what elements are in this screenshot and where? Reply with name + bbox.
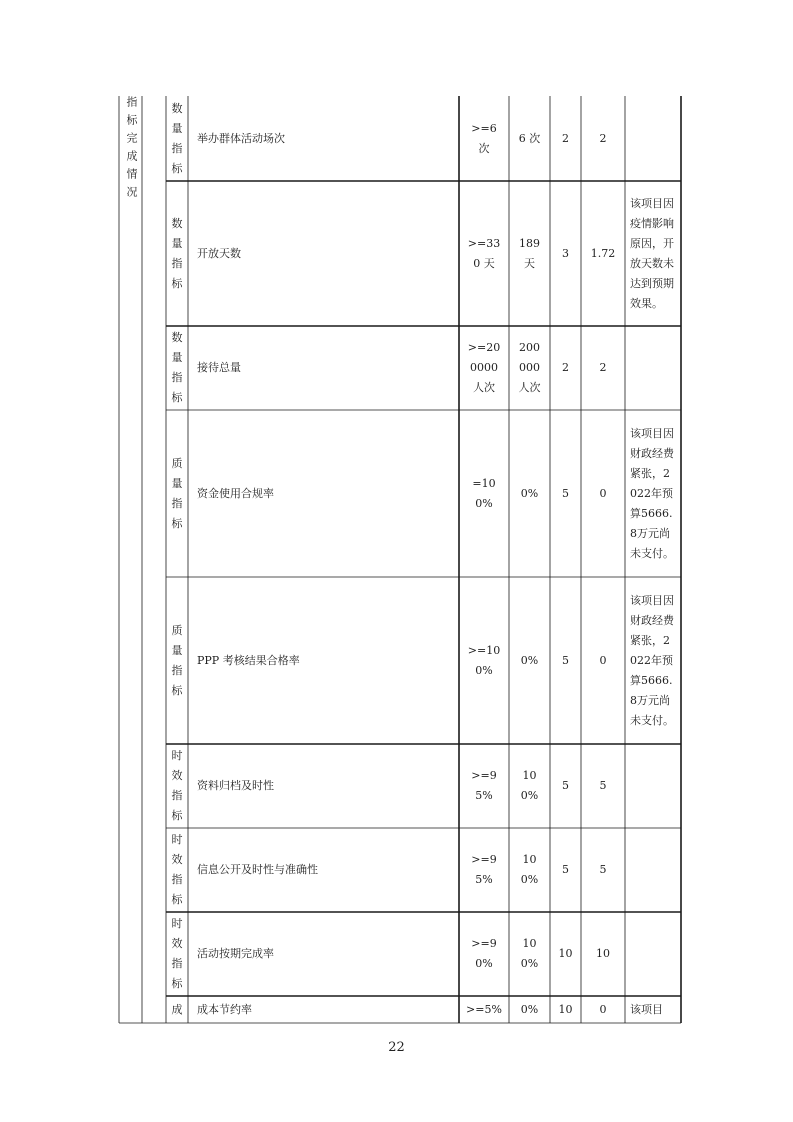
cell-weight: 2 (562, 131, 569, 145)
cell-note: 该项目因财政经费紧张，2022年预算5666.8万元尚未支付。 (630, 593, 674, 727)
cell-weight: 3 (562, 246, 569, 260)
cell-score: 5 (599, 779, 607, 792)
cell-indicator: 举办群体活动场次 (197, 131, 285, 145)
cell-target: >=5% (466, 1002, 502, 1016)
cell-actual: 0% (520, 486, 539, 500)
cell-actual: 100% (520, 937, 539, 970)
cell-weight: 5 (562, 653, 569, 667)
cell-indicator: 成本节约率 (197, 1002, 252, 1016)
section-label (120, 96, 142, 226)
cell-actual: 189 天 (519, 236, 540, 270)
cell-note (626, 326, 680, 410)
cell-target: >=200000人次 (467, 341, 501, 394)
cell-target: >=330 天 (467, 236, 501, 270)
cell-note (626, 96, 680, 181)
cell-weight: 5 (562, 863, 569, 876)
cell-actual: 0% (520, 653, 539, 667)
cell-target: >=90% (471, 937, 497, 970)
cell-target: >=95% (471, 769, 497, 802)
cell-note: 该项目因财政经费紧张，2022年预算5666.8万元尚未支付。 (630, 426, 674, 560)
cell-actual: 0% (520, 1002, 539, 1016)
cell-actual: 200000人次 (518, 341, 541, 394)
cell-note (626, 912, 680, 996)
cell-note: 该项目 (630, 1002, 663, 1016)
cell-indicator: 资金使用合规率 (197, 486, 274, 500)
cell-target: >=6 次 (471, 121, 497, 155)
cell-actual: 100% (520, 769, 539, 802)
cell-note (626, 828, 680, 912)
cell-category: 数 量 指 标 (171, 216, 183, 290)
cell-weight: 10 (558, 1002, 573, 1016)
cell-category: 时 效 指 标 (171, 749, 183, 822)
page-number: 22 (388, 1040, 405, 1055)
cell-indicator: 资料归档及时性 (197, 779, 274, 792)
cell-indicator: PPP 考核结果合格率 (197, 653, 300, 667)
cell-actual: 100% (520, 853, 539, 886)
cell-target: >=100% (467, 643, 501, 677)
cell-category: 质 量 指 标 (171, 456, 183, 530)
cell-category: 时 效 指 标 (171, 833, 183, 906)
cell-score: 0 (599, 1002, 607, 1016)
section-label-text: 指标完成情况 (125, 96, 138, 204)
cell-indicator: 信息公开及时性与准确性 (197, 863, 318, 876)
cell-actual: 6 次 (518, 131, 541, 145)
cell-score: 2 (599, 131, 607, 145)
cell-note: 该项目因疫情影响原因，开放天数未达到预期效果。 (630, 196, 674, 310)
cell-category: 质 量 指 标 (171, 623, 183, 697)
cell-target: =100% (472, 476, 496, 510)
cell-weight: 10 (558, 947, 573, 960)
cell-category: 时 效 指 标 (171, 917, 183, 990)
cell-category: 成 (171, 1002, 183, 1016)
cell-weight: 5 (562, 779, 569, 792)
cell-score: 0 (599, 653, 607, 667)
cell-score: 0 (599, 486, 607, 500)
cell-target: >=95% (471, 853, 497, 886)
cell-score: 1.72 (590, 246, 616, 260)
cell-weight: 2 (562, 361, 569, 374)
cell-indicator: 活动按期完成率 (197, 947, 274, 960)
cell-score: 2 (599, 361, 607, 374)
cell-score: 5 (599, 863, 607, 876)
cell-note (626, 744, 680, 828)
cell-weight: 5 (562, 486, 569, 500)
cell-category: 数 量 指 标 (171, 101, 183, 175)
cell-indicator: 开放天数 (197, 246, 241, 260)
cell-score: 10 (596, 947, 610, 960)
cell-indicator: 接待总量 (197, 361, 241, 374)
cell-category: 数 量 指 标 (171, 331, 183, 404)
